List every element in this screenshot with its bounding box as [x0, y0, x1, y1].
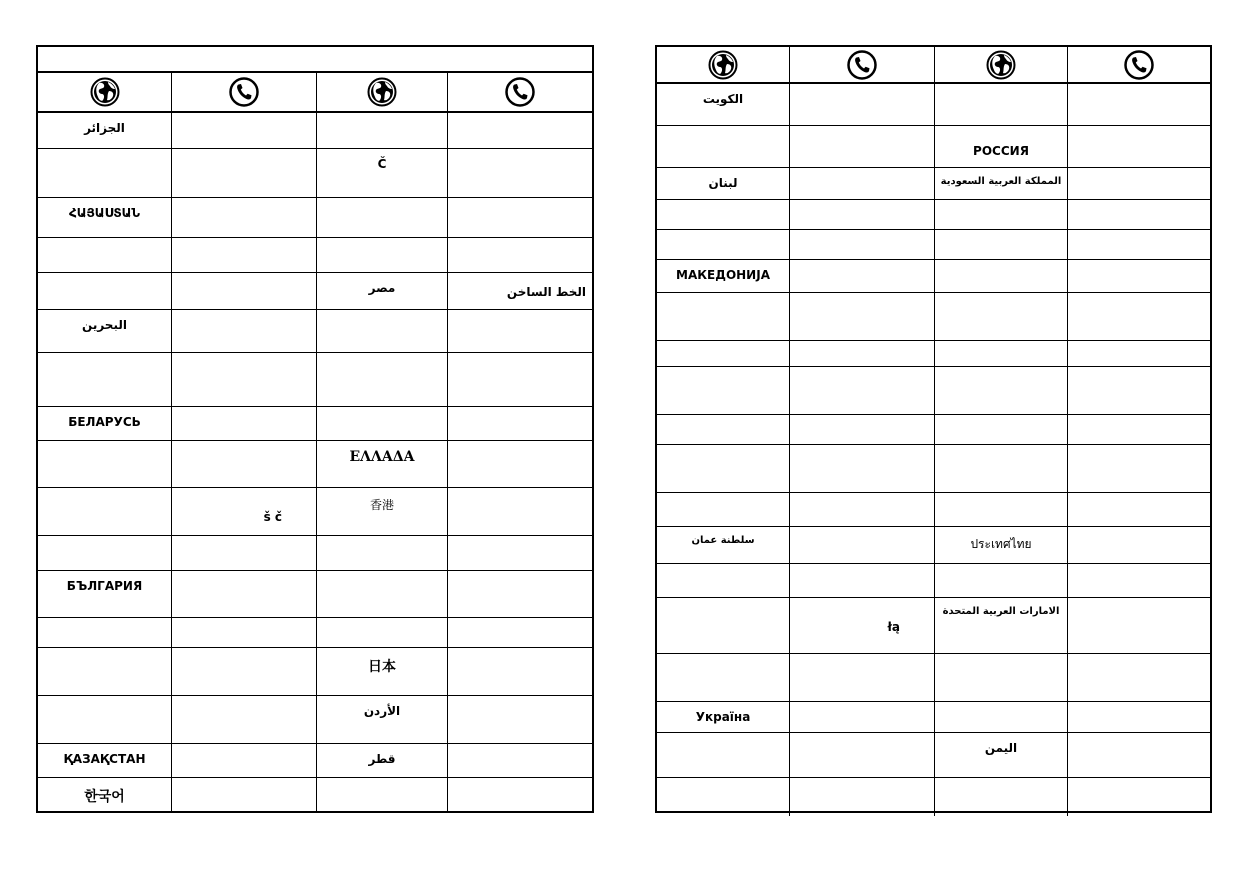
table-cell-phone: [172, 407, 317, 440]
table-cell-phone: [790, 84, 935, 125]
table-cell-country: البحرين: [38, 310, 172, 352]
table-cell-country: 日本: [317, 648, 448, 695]
table-cell-country: [38, 648, 172, 695]
table-cell-phone: [1068, 778, 1210, 816]
table-cell-phone: [172, 648, 317, 695]
globe-icon: [317, 73, 448, 111]
table-cell-country: [657, 654, 790, 701]
table-cell-phone: [448, 407, 592, 440]
table-cell-country: المملكة العربية السعودية: [935, 168, 1068, 199]
table-cell-country: [935, 260, 1068, 292]
table-cell-phone: [448, 353, 592, 406]
table-cell-country: [38, 618, 172, 647]
table-cell-phone: [790, 341, 935, 366]
table-cell-phone: [448, 571, 592, 617]
table-cell-country: [317, 571, 448, 617]
table-cell-phone: [448, 310, 592, 352]
table-cell-phone: [790, 733, 935, 777]
table-row: [657, 230, 1210, 260]
table-cell-country: 한국어: [38, 778, 172, 811]
table-cell-phone: [1068, 84, 1210, 125]
table-row: [38, 149, 592, 198]
table-cell-country: الجزائر: [38, 113, 172, 148]
table-cell-phone: [172, 238, 317, 272]
table-cell-phone: [448, 618, 592, 647]
table-cell-phone: [790, 260, 935, 292]
right-table-body: [657, 84, 1210, 816]
table-cell-phone: [448, 696, 592, 743]
table-cell-country: لبنان: [657, 168, 790, 199]
table-cell-country: [935, 564, 1068, 597]
table-row: [657, 293, 1210, 341]
table-row: [38, 778, 592, 811]
table-cell-phone: [172, 113, 317, 148]
table-cell-phone: š č: [172, 488, 317, 535]
phone-icon: [790, 47, 935, 82]
table-cell-country: [657, 415, 790, 444]
table-cell-phone: [790, 445, 935, 492]
table-cell-phone: [448, 744, 592, 777]
table-cell-phone: [448, 113, 592, 148]
table-cell-country: [317, 353, 448, 406]
table-row: [657, 527, 1210, 564]
left-table-body: [38, 113, 592, 811]
table-row: [657, 260, 1210, 293]
table-cell-country: [935, 778, 1068, 816]
table-row: [38, 488, 592, 536]
table-cell-phone: [448, 149, 592, 197]
globe-icon: [657, 47, 790, 82]
table-cell-country: [657, 733, 790, 777]
table-cell-phone: [172, 273, 317, 309]
table-cell-country: ΕΛΛΑΔΑ: [317, 441, 448, 487]
table-cell-phone: [172, 696, 317, 743]
table-cell-country: [38, 696, 172, 743]
table-row: [38, 273, 592, 310]
table-row: [38, 441, 592, 488]
table-cell-phone: [448, 648, 592, 695]
table-cell-phone: [448, 488, 592, 535]
table-row: [657, 654, 1210, 702]
table-cell-phone: [172, 310, 317, 352]
phone-icon: [1068, 47, 1210, 82]
table-cell-country: [657, 493, 790, 526]
table-cell-country: اليمن: [935, 733, 1068, 777]
table-row: [38, 353, 592, 407]
table-cell-phone: [790, 168, 935, 199]
table-cell-phone: [1068, 564, 1210, 597]
table-cell-phone: łą: [790, 598, 935, 653]
table-cell-phone: [1068, 493, 1210, 526]
table-cell-phone: [1068, 527, 1210, 563]
table-row: [38, 407, 592, 441]
table-row: [38, 696, 592, 744]
table-cell-country: Україна: [657, 702, 790, 732]
table-row: [657, 367, 1210, 415]
table-cell-phone: [1068, 367, 1210, 414]
table-cell-country: [657, 445, 790, 492]
table-row: [38, 113, 592, 149]
table-cell-country: БЪЛГАРИЯ: [38, 571, 172, 617]
table-cell-phone: [1068, 200, 1210, 229]
table-row: [657, 778, 1210, 816]
table-cell-country: الأردن: [317, 696, 448, 743]
table-cell-country: [317, 198, 448, 237]
table-cell-phone: [448, 198, 592, 237]
table-cell-phone: [790, 126, 935, 167]
table-cell-phone: [1068, 168, 1210, 199]
table-cell-phone: [172, 778, 317, 811]
table-cell-phone: [790, 564, 935, 597]
table-cell-phone: [448, 536, 592, 570]
table-cell-country: [38, 536, 172, 570]
table-cell-phone: [790, 230, 935, 259]
table-cell-country: [657, 200, 790, 229]
phone-icon: [172, 73, 317, 111]
table-row: [38, 198, 592, 238]
table-cell-country: [657, 126, 790, 167]
table-cell-country: [317, 113, 448, 148]
table-cell-country: РОССИЯ: [935, 126, 1068, 167]
table-cell-country: [657, 230, 790, 259]
table-cell-country: [657, 341, 790, 366]
table-cell-country: [935, 415, 1068, 444]
table-cell-country: ประเทศไทย: [935, 527, 1068, 563]
table-cell-phone: الخط الساخن: [506, 285, 586, 299]
table-cell-phone: [790, 654, 935, 701]
table-cell-phone: [172, 536, 317, 570]
table-cell-country: [935, 230, 1068, 259]
table-row: [657, 564, 1210, 598]
table-cell-phone: [1068, 293, 1210, 340]
table-row: [657, 126, 1210, 168]
table-cell-country: [935, 200, 1068, 229]
table-row: [657, 341, 1210, 367]
table-cell-country: الكويت: [657, 84, 790, 125]
table-cell-country: [317, 310, 448, 352]
table-cell-phone: [790, 415, 935, 444]
table-cell-phone: [790, 367, 935, 414]
table-cell-country: [657, 367, 790, 414]
table-cell-country: مصر: [317, 273, 448, 309]
table-cell-country: [935, 654, 1068, 701]
left-contact-table: [36, 45, 594, 813]
table-cell-country: [317, 778, 448, 811]
globe-icon: [935, 47, 1068, 82]
table-row: [657, 415, 1210, 445]
table-cell-country: [935, 367, 1068, 414]
globe-icon: [38, 73, 172, 111]
table-row: [38, 648, 592, 696]
table-cell-phone: [1068, 415, 1210, 444]
table-cell-country: [657, 778, 790, 816]
right-table-header-row: [657, 47, 1210, 84]
table-cell-country: [317, 536, 448, 570]
table-cell-country: [317, 238, 448, 272]
table-cell-country: 香港: [317, 488, 448, 535]
phone-icon: [448, 73, 592, 111]
table-cell-country: Č: [317, 149, 448, 197]
left-table-title-bar: [38, 47, 592, 73]
table-cell-country: [935, 341, 1068, 366]
table-cell-phone: [1068, 260, 1210, 292]
table-cell-country: [38, 441, 172, 487]
table-row: [657, 702, 1210, 733]
table-row: [38, 618, 592, 648]
table-cell-phone: [1068, 230, 1210, 259]
table-cell-country: قطر: [317, 744, 448, 777]
table-row: [38, 571, 592, 618]
table-row: [657, 493, 1210, 527]
table-cell-phone: [172, 618, 317, 647]
table-cell-phone: [172, 571, 317, 617]
table-cell-country: [38, 238, 172, 272]
table-cell-phone: [790, 293, 935, 340]
table-cell-country: МАКЕДОНИЈА: [657, 260, 790, 292]
table-cell-country: [935, 445, 1068, 492]
table-row: [657, 200, 1210, 230]
table-row: [657, 168, 1210, 200]
table-cell-country: ҚАЗАҚСТАН: [38, 744, 172, 777]
table-cell-country: [935, 702, 1068, 732]
table-cell-phone: [790, 200, 935, 229]
table-cell-country: [38, 488, 172, 535]
table-cell-phone: [1068, 733, 1210, 777]
left-table-header-row: [38, 73, 592, 113]
table-cell-country: БЕЛАРУСЬ: [38, 407, 172, 440]
table-cell-country: [935, 84, 1068, 125]
table-cell-phone: [448, 441, 592, 487]
table-cell-phone: [448, 238, 592, 272]
table-cell-phone: [172, 441, 317, 487]
table-cell-country: [317, 407, 448, 440]
table-cell-phone: [790, 493, 935, 526]
table-row: [38, 744, 592, 778]
table-cell-country: ՀԱՅԱՍՏԱՆ: [38, 198, 172, 237]
table-cell-phone: [1068, 341, 1210, 366]
table-cell-country: الامارات العربية المتحدة: [935, 598, 1068, 653]
table-cell-country: [38, 149, 172, 197]
table-cell-country: [38, 353, 172, 406]
table-cell-phone: [790, 778, 935, 816]
table-row: [657, 598, 1210, 654]
table-cell-country: [38, 273, 172, 309]
table-cell-phone: [1068, 702, 1210, 732]
table-cell-country: [657, 564, 790, 597]
table-row: [657, 84, 1210, 126]
table-row: [657, 733, 1210, 778]
table-cell-country: [935, 493, 1068, 526]
table-row: [657, 445, 1210, 493]
table-cell-phone: [1068, 598, 1210, 653]
table-cell-phone: [172, 353, 317, 406]
table-cell-phone: [172, 744, 317, 777]
table-cell-country: [657, 598, 790, 653]
table-row: [38, 238, 592, 273]
table-cell-phone: [790, 702, 935, 732]
table-cell-phone: [1068, 126, 1210, 167]
table-cell-country: سلطنة عمان: [657, 527, 790, 563]
table-cell-phone: [172, 149, 317, 197]
table-cell-phone: [172, 198, 317, 237]
table-cell-phone: [1068, 654, 1210, 701]
table-cell-country: [317, 618, 448, 647]
table-row: [38, 310, 592, 353]
table-row: [38, 536, 592, 571]
table-cell-phone: [790, 527, 935, 563]
table-cell-country: [935, 293, 1068, 340]
table-cell-country: [657, 293, 790, 340]
table-cell-phone: [448, 778, 592, 811]
table-cell-phone: [1068, 445, 1210, 492]
right-contact-table: [655, 45, 1212, 813]
